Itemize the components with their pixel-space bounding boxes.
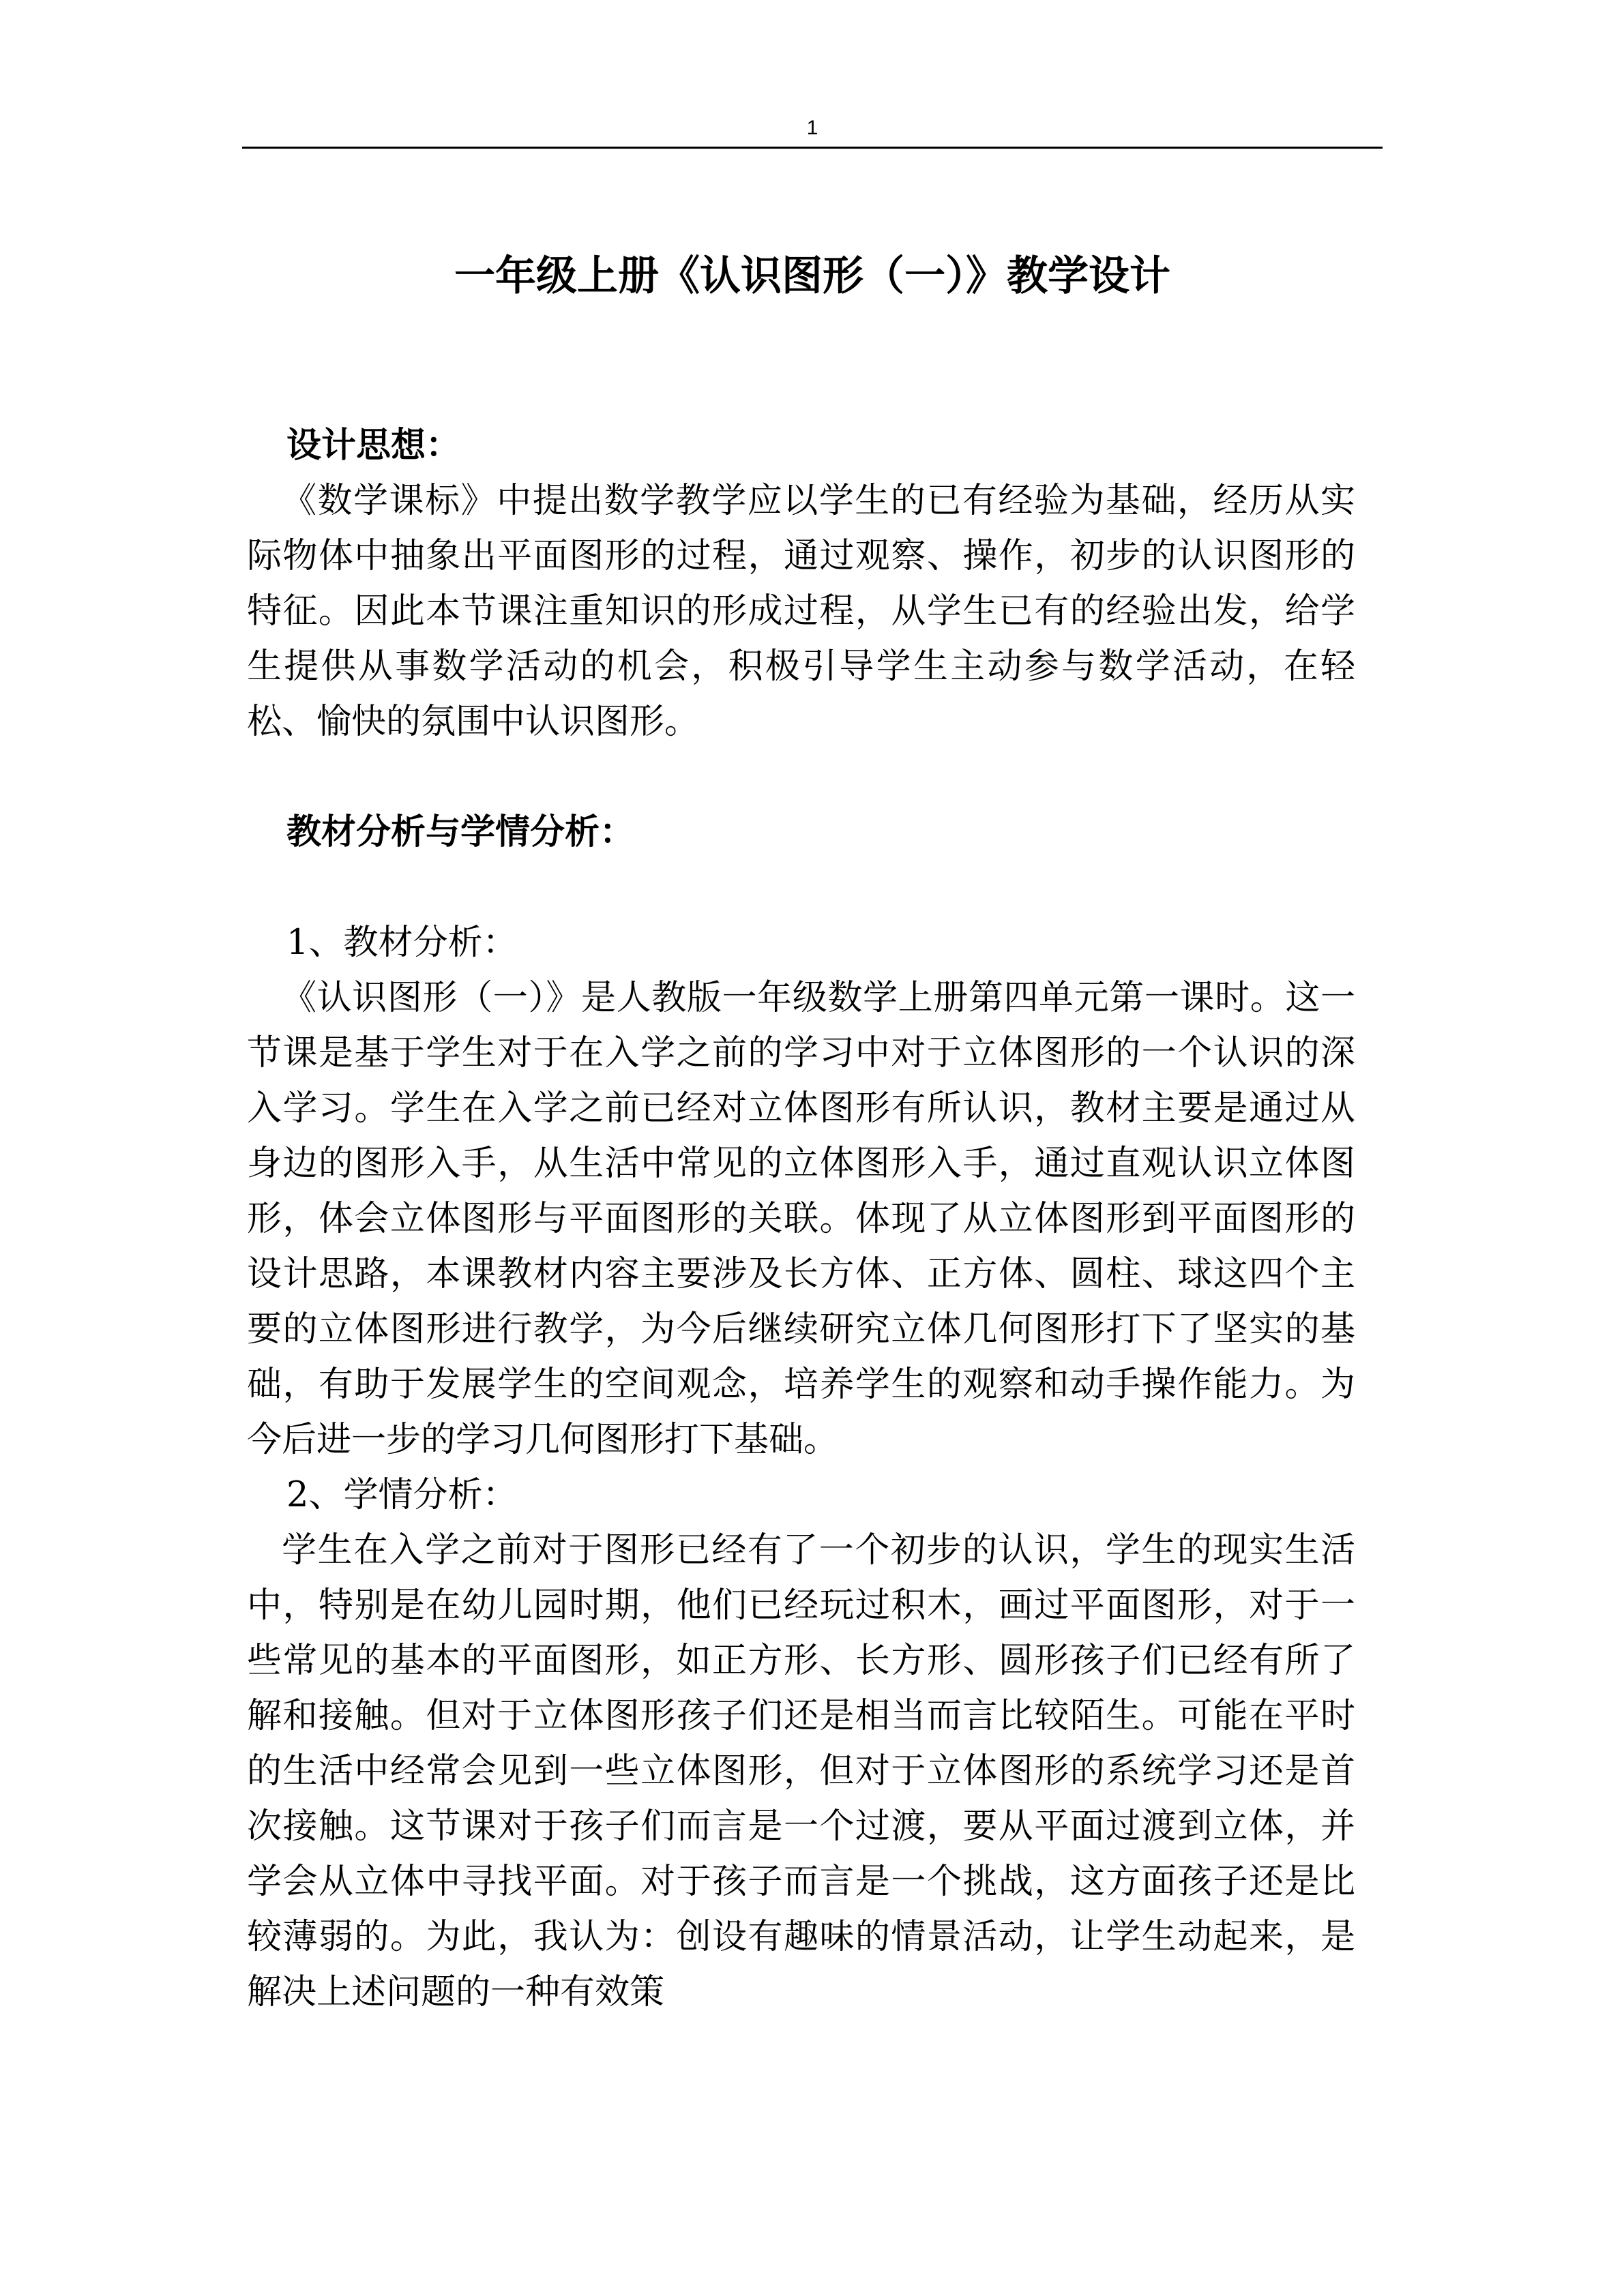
header-rule (242, 147, 1383, 149)
section-gap (247, 860, 1355, 915)
page-number: 1 (806, 117, 818, 139)
analysis-heading: 教材分析与学情分析： (286, 812, 635, 852)
document-body (247, 418, 1355, 2020)
design-idea-paragraph: 《数学课标》中提出数学教学应以学生的已有经验为基础，经历从实际物体中抽象出平面图形的过程，通过观察、操作，初步的认识图形的特征。因此本节课注重知识的形成过程，从学生已有的经验出发，给学生提供从事数学活动的机会，积极引导学生主动参与数学活动，在轻松、愉快的氛围中认识图形。 (247, 481, 1355, 742)
student-analysis-paragraph: 学生在入学之前对于图形已经有了一个初步的认识，学生的现实生活中，特别是在幼儿园时期，他们已经玩过积木，画过平面图形，对于一些常见的基本的平面图形，如正方形、长方形、圆形孩子们已经有所了解和接触。但对于立体图形孩子们还是相当而言比较陌生。可能在平时的生活中经常会见到一些立体图形，但对于立体图形的系统学习还是首次接触。这节课对于孩子们而言是一个过渡，要从平面过渡到立体，并学会从立体中寻找平面。对于孩子而言是一个挑战，这方面孩子还是比较薄弱的。为此，我认为：创设有趣味的情景活动，让学生动起来，是解决上述问题的一种有效策 (247, 1530, 1355, 2012)
student-analysis-subheading: 2、学情分析： (286, 1475, 518, 1515)
document-title: 一年级上册《认识图形（一）》教学设计 (454, 252, 1170, 300)
section-gap (247, 749, 1355, 805)
material-analysis-subheading: 1、教材分析： (286, 923, 518, 963)
material-analysis-paragraph: 《认识图形（一）》是人教版一年级数学上册第四单元第一课时。这一节课是基于学生对于在入学之前的学习中对于立体图形的一个认识的深入学习。学生在入学之前已经对立体图形有所认识，教材主要是通过从身边的图形入手，从生活中常见的立体图形入手，通过直观认识立体图形，体会立体图形与平面图形的关联。体现了从立体图形到平面图形的设计思路，本课教材内容主要涉及长方体、正方体、圆柱、球这四个主要的立体图形进行教学，为今后继续研究立体几何图形打下了坚实的基础，有助于发展学生的空间观念，培养学生的观察和动手操作能力。为今后进一步的学习几何图形打下基础。 (247, 978, 1355, 1460)
design-idea-heading: 设计思想： (286, 426, 461, 466)
